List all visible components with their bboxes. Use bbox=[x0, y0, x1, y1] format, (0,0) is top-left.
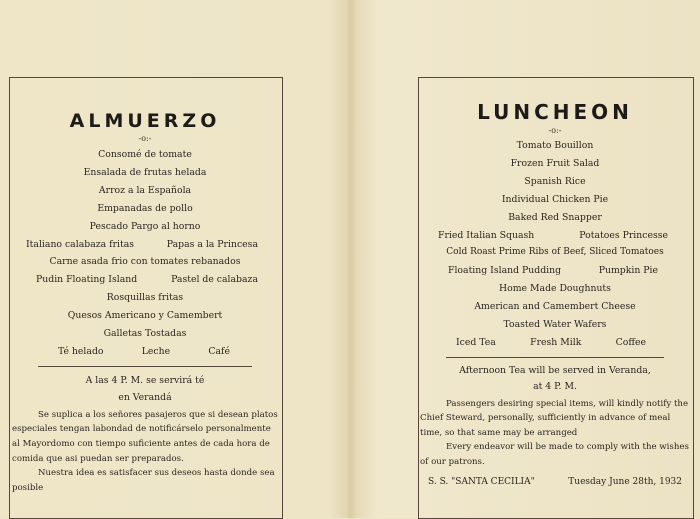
menu-item: Arroz a la Española bbox=[98, 184, 192, 196]
menu-footer bbox=[420, 477, 690, 487]
menu-item: Spanish Rice bbox=[524, 175, 586, 187]
page-title: ALMUERZO bbox=[69, 110, 221, 132]
menu-item: Galletas Tostadas bbox=[103, 328, 187, 340]
menu-item: Pudin Floating Island bbox=[36, 274, 138, 286]
menu-item: Italiano calabaza fritas bbox=[26, 238, 135, 250]
closing-note: Nuestra idea es satisfacer sus deseos hasta donde sea posible bbox=[12, 468, 275, 493]
menu-item: Carne asada frio con tomates rebanados bbox=[49, 256, 241, 268]
menu-item-pair bbox=[420, 227, 690, 245]
separator: -o:- bbox=[138, 134, 152, 143]
menu-item: Home Made Doughnuts bbox=[499, 283, 611, 295]
drink-item: Fresh Milk bbox=[530, 336, 582, 348]
menu-item: Tomato Bouillon bbox=[516, 140, 594, 151]
menu-item: Ensalada de frutas helada bbox=[83, 166, 207, 178]
menu-item: Papas a la Princesa bbox=[166, 238, 258, 250]
drink-item: Coffee bbox=[615, 336, 646, 348]
menu-item: Individual Chicken Pie bbox=[501, 193, 609, 205]
menu-item-pair bbox=[12, 236, 278, 254]
menu-item: American and Camembert Cheese bbox=[474, 301, 636, 313]
page-title: LUNCHEON bbox=[477, 100, 633, 124]
divider bbox=[446, 357, 664, 358]
special-request-note: Passengers desiring special items, will kindly notify the Chief Steward, personally, sufficiently in advance of meal time, so that same may be arranged bbox=[420, 398, 689, 438]
menu-list bbox=[12, 146, 278, 361]
menu-item: Baked Red Snapper bbox=[508, 211, 602, 223]
drink-item: Iced Tea bbox=[456, 336, 496, 348]
menu-item: Consomé de tomate bbox=[98, 149, 192, 160]
menu-item-pair bbox=[12, 271, 278, 289]
menu-list bbox=[420, 137, 690, 352]
menu-item: Cold Roast Prime Ribs of Beef, Sliced Tomatoes bbox=[446, 247, 664, 258]
menu-item: Empanadas de pollo bbox=[97, 202, 193, 214]
menu-item: Quesos Americano y Camembert bbox=[67, 310, 223, 322]
drinks-row bbox=[420, 334, 690, 352]
menu-item: Frozen Fruit Salad bbox=[510, 157, 600, 169]
luncheon-page bbox=[420, 100, 690, 487]
tea-notice-place: en Verandá bbox=[118, 391, 172, 403]
drink-item: Café bbox=[208, 345, 230, 357]
drink-item: Leche bbox=[141, 345, 171, 357]
menu-item: Floating Island Pudding bbox=[448, 265, 562, 277]
menu-item: Toasted Water Wafers bbox=[503, 319, 607, 331]
menu-item: Fried Italian Squash bbox=[438, 229, 535, 241]
drinks-row bbox=[12, 343, 278, 361]
tea-notice-time: at 4 P. M. bbox=[533, 380, 577, 392]
tea-notice: A las 4 P. M. se servirá té bbox=[85, 374, 205, 386]
ship-name: S. S. "SANTA CECILIA" bbox=[428, 476, 535, 487]
almuerzo-page bbox=[12, 110, 278, 495]
tea-notice: Afternoon Tea will be served in Veranda, bbox=[459, 364, 651, 376]
closing-note: Every endeavor will be made to comply with the wishes of our patrons. bbox=[420, 442, 689, 467]
drink-item: Té helado bbox=[58, 345, 104, 357]
separator: -o:- bbox=[548, 126, 562, 135]
menu-item: Potatoes Princesse bbox=[579, 229, 668, 241]
menu-item: Pastel de calabaza bbox=[171, 274, 258, 286]
menu-date: Tuesday June 28th, 1932 bbox=[568, 476, 682, 487]
menu-item: Pescado Pargo al horno bbox=[89, 220, 201, 232]
menu-item-pair bbox=[420, 262, 690, 280]
special-request-note: Se suplica a los señores pasajeros que si desean platos especiales tengan labondad de notificárselo personalmente al Mayordomo con tiempo suficiente antes de cada hora de comida que asi puedan ser preparados. bbox=[12, 409, 278, 464]
divider bbox=[38, 366, 252, 367]
menu-item: Rosquillas fritas bbox=[106, 292, 184, 304]
menu-item: Pumpkin Pie bbox=[598, 265, 658, 277]
